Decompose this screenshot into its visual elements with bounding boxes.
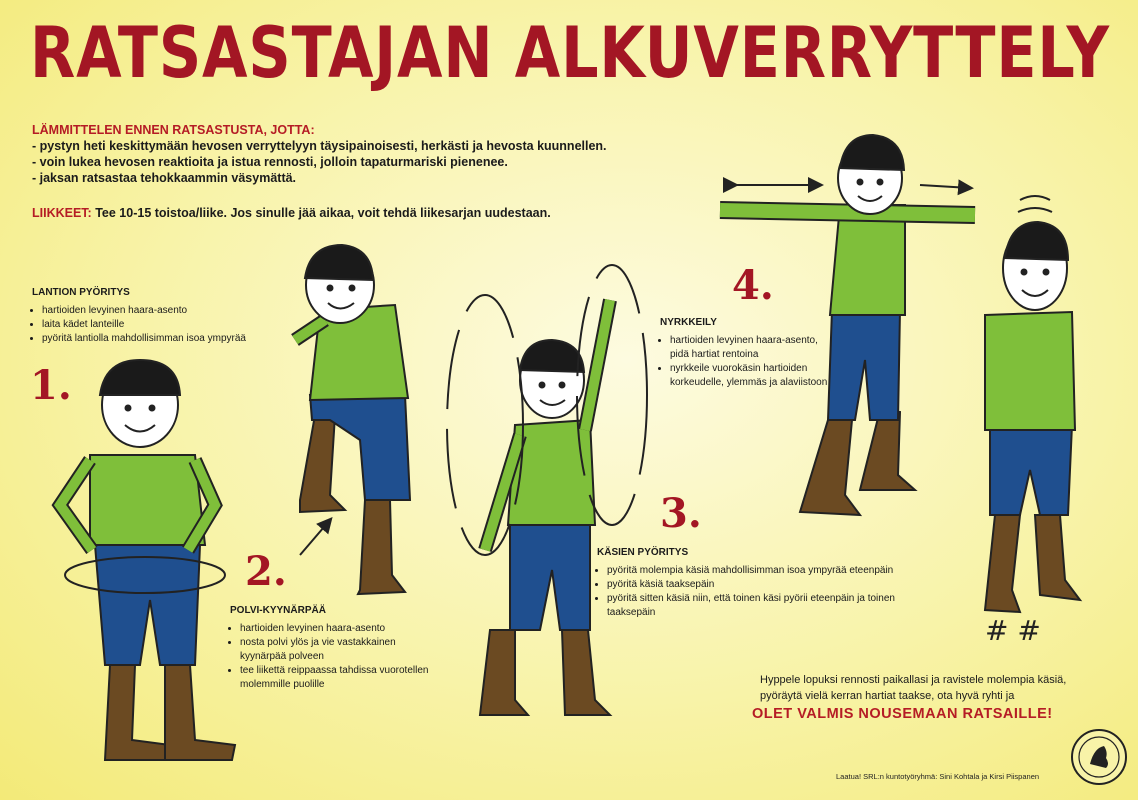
intro-item: - jaksan ratsastaa tehokkaammin väsymättä.	[32, 171, 297, 185]
figure-5-illustration	[985, 196, 1080, 647]
exercise-1-item: • pyöritä lantiolla mahdollisimman isoa ympyrää	[42, 332, 282, 346]
closing-text: Hyppele lopuksi rennosti paikallasi ja ravistele molempia käsiä, pyöräytä vielä kerran hartiat taakse, ota hyvä ryhti ja	[760, 674, 1067, 702]
intro-item: - pystyn heti keskittymään hevosen verryttelyyn täysipainoisesti, herkästi ja hevosta kuunnellen.	[32, 139, 607, 153]
exercise-2-number: 2.	[245, 548, 287, 595]
moves-text: Tee 10-15 toistoa/liike. Jos sinulle jää aikaa, voit tehdä liikesarjan uudestaan.	[95, 206, 551, 220]
exercise-2-item: • nosta polvi ylös ja vie vastakkainen kyynärpää polveen	[240, 636, 430, 664]
exercise-3-title: KÄSIEN PYÖRITYS	[597, 547, 689, 558]
figure-2-illustration	[295, 245, 410, 594]
exercise-1-number: 1.	[30, 362, 72, 409]
exercise-2-item: • hartioiden levyinen haara-asento	[240, 622, 430, 636]
intro-heading: LÄMMITTELEN ENNEN RATSASTUSTA, JOTTA:	[32, 123, 315, 137]
intro-item: - voin lukea hevosen reaktioita ja istua rennosti, jolloin tapaturmariski pienenee.	[32, 155, 508, 169]
exercise-2-item: • tee liikettä reippaassa tahdissa vuorotellen molemmille puolille	[240, 664, 430, 692]
exercise-1-title: LANTION PYÖRITYS	[32, 287, 130, 298]
svg-text:# #: # #	[985, 614, 1041, 647]
exercise-3-item: • pyöritä käsiä taaksepäin	[607, 578, 927, 592]
closing-cta: OLET VALMIS NOUSEMAAN RATSAILLE!	[752, 706, 1053, 722]
exercise-3-item: • pyöritä sitten käsiä niin, että toinen käsi pyörii eteenpäin ja toinen taaksepäin	[607, 592, 927, 620]
exercise-4-item: • nyrkkeile vuorokäsin hartioiden korkeudelle, ylemmäs ja alaviistoon	[670, 362, 830, 390]
poster-title: RATSASTAJAN ALKUVERRYTTELY	[30, 12, 1110, 94]
exercise-1-list	[32, 304, 282, 346]
exercise-4-text	[660, 316, 830, 390]
exercise-3-text	[597, 546, 927, 620]
exercise-2-title: POLVI-KYYNÄRPÄÄ	[230, 605, 326, 616]
moves-label: LIIKKEET:	[32, 206, 92, 220]
exercise-3-number: 3.	[660, 490, 702, 537]
exercise-2-text	[230, 604, 430, 692]
exercise-3-item: • pyöritä molempia käsiä mahdollisimman isoa ympyrää eteenpäin	[607, 564, 927, 578]
exercise-3-list	[597, 564, 927, 620]
figure-1-illustration	[60, 360, 235, 760]
exercise-1-item: • laita kädet lanteille	[42, 318, 282, 332]
exercise-4-number: 4.	[732, 262, 774, 309]
exercise-2-list	[230, 622, 430, 692]
exercise-1-text	[32, 286, 282, 346]
exercise-4-item: • hartioiden levyinen haara-asento, pidä hartiat rentoina	[670, 334, 830, 362]
exercise-4-list	[660, 334, 830, 390]
exercise-1-item: • hartioiden levyinen haara-asento	[42, 304, 282, 318]
exercise-4-title: NYRKKEILY	[660, 317, 717, 328]
figure-3-illustration	[447, 265, 647, 715]
association-seal-icon	[1070, 728, 1128, 786]
credit-line: Laatua! SRL:n kuntotyöryhmä: Sini Kohtala ja Kirsi Piispanen	[836, 772, 1040, 781]
